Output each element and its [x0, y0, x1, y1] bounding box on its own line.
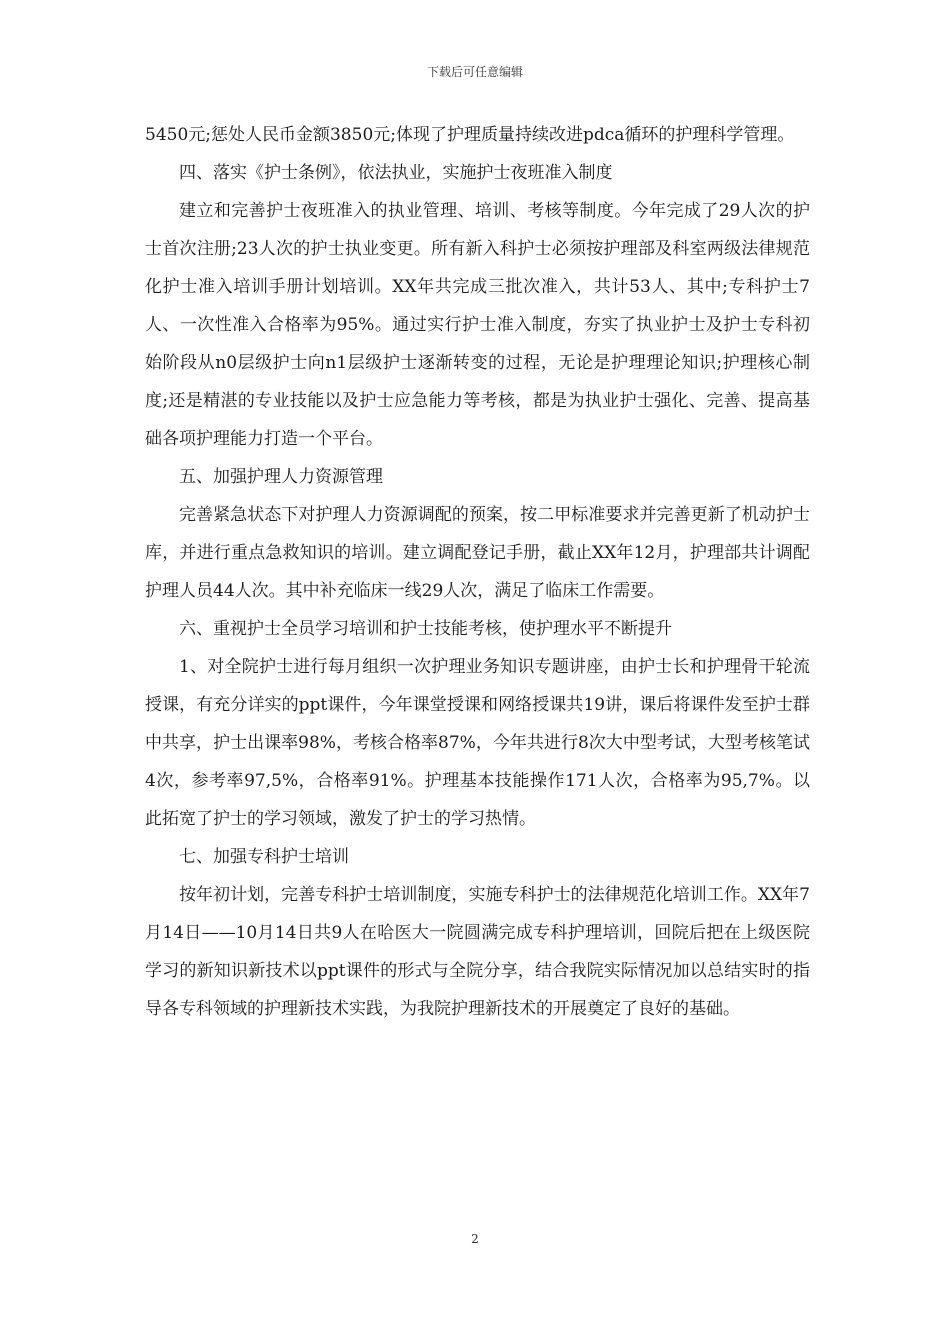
- section-heading-4: 四、落实《护士条例》，依法执业，实施护士夜班准入制度: [179, 163, 613, 183]
- page-header: 下载后可任意编辑: [426, 65, 523, 79]
- paragraph-specialist-training: 按年初计划，完善专科护士培训制度，实施专科护士的法律规范化培训工作。XX年7月14日——10月14日共9人在哈医大一院圆满完成专科护理培训，回院后把在上级医院学习的新知识新技术以ppt课件的形式与全院分享，结合我院实际情况加以总结实时的指导各专科领域的护理新技术实践，为我院护理新技术的开展奠定了良好的基础。: [145, 885, 810, 1019]
- paragraph-human-resources: 完善紧急状态下对护理人力资源调配的预案，按二甲标准要求并完善更新了机动护士库，并进行重点急救知识的培训。建立调配登记手册，截止XX年12月，护理部共计调配护理人员44人次。其中补充临床一线29人次，满足了临床工作需要。: [145, 505, 810, 601]
- page-number: 2: [471, 1232, 479, 1246]
- paragraph-continuation: 5450元;惩处人民币金额3850元;体现了护理质量持续改进pdca循环的护理科学管理。: [145, 125, 795, 145]
- section-heading-6: 六、重视护士全员学习培训和护士技能考核，使护理水平不断提升: [179, 619, 672, 639]
- paragraph-training-assessment: 1、对全院护士进行每月组织一次护理业务知识专题讲座，由护士长和护理骨干轮流授课，有充分详实的ppt课件，今年课堂授课和网络授课共19讲，课后将课件发至护士群中共享，护士出课率98%，考核合格率87%，今年共进行8次大中型考试，大型考核笔试4次，参考率97,5%，合格率91%。护理基本技能操作171人次，合格率为95,7%。以此拓宽了护士的学习领域，激发了护士的学习热情。: [145, 657, 810, 829]
- paragraph-night-shift-access: 建立和完善护士夜班准入的执业管理、培训、考核等制度。今年完成了29人次的护士首次注册;23人次的护士执业变更。所有新入科护士必须按护理部及科室两级法律规范化护士准入培训手册计划培训。XX年共完成三批次准入，共计53人、其中;专科护士7人、一次性准入合格率为95%。通过实行护士准入制度，夯实了执业护士及护士专科初始阶段从n0层级护士向n1层级护士逐渐转变的过程，无论是护理理论知识;护理核心制度;还是精湛的专业技能以及护士应急能力等考核，都是为执业护士强化、完善、提高基础各项护理能力打造一个平台。: [145, 201, 810, 449]
- section-heading-5: 五、加强护理人力资源管理: [179, 467, 383, 487]
- section-heading-7: 七、加强专科护士培训: [179, 847, 349, 867]
- document-body: [145, 116, 810, 1028]
